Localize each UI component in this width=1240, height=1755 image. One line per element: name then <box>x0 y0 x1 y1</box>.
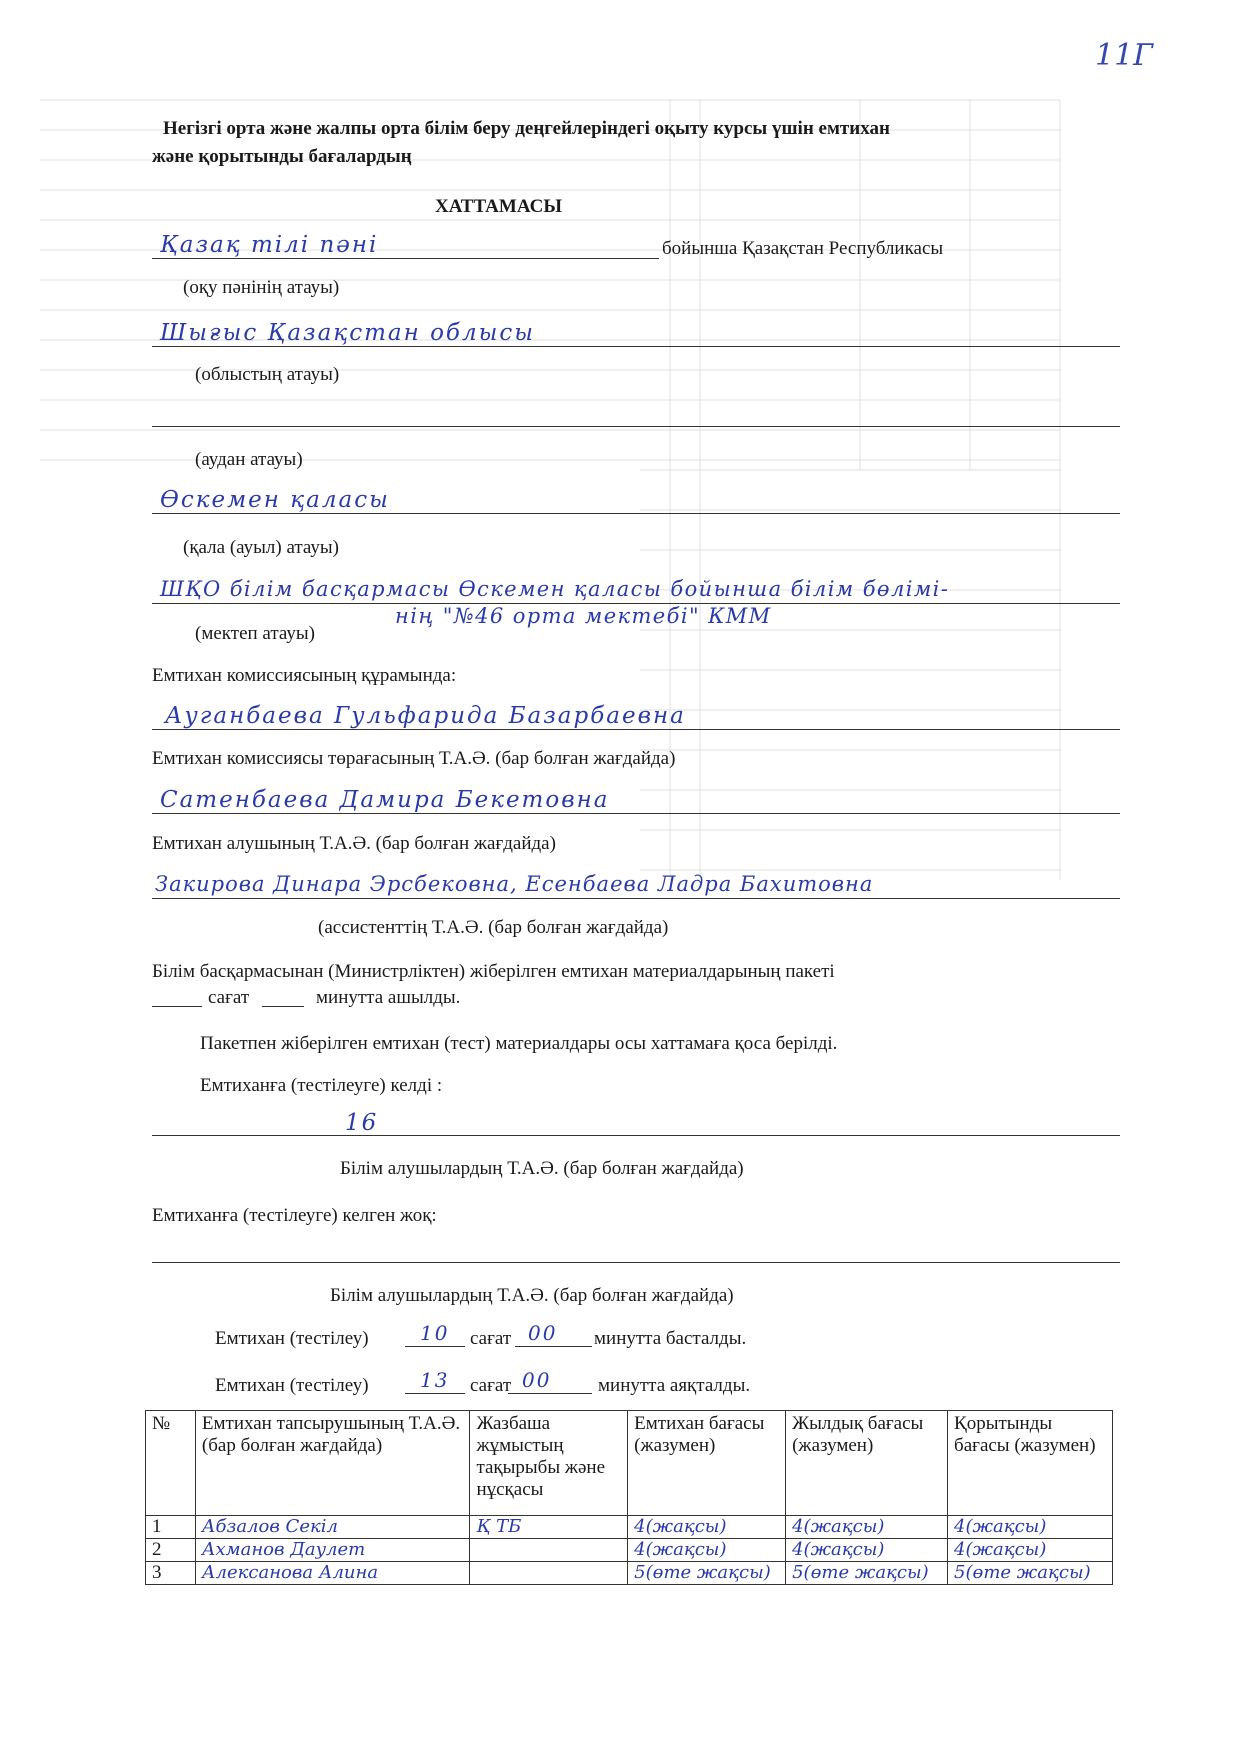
package-minute-word: минутта ашылды. <box>316 987 461 1008</box>
table-row <box>146 1516 1113 1539</box>
subject-caption: (оқу пәнінің атауы) <box>183 277 340 298</box>
exam-grade[interactable]: 4(жақсы) <box>628 1516 786 1539</box>
header-number: № <box>146 1411 196 1516</box>
examiner-caption: Емтихан алушының Т.А.Ә. (бар болған жағдайда) <box>152 833 556 854</box>
start-hour[interactable]: 10 <box>420 1321 450 1345</box>
attended-underline <box>152 1135 1120 1136</box>
absent-caption: Білім алушылардың Т.А.Ә. (бар болған жағдайда) <box>330 1285 734 1306</box>
end-prefix: Емтихан (тестілеу) <box>215 1375 369 1396</box>
commission-label: Емтихан комиссиясының құрамында: <box>152 665 457 686</box>
header-annual-grade: Жылдық бағасы (жазумен) <box>786 1411 948 1516</box>
city-caption: (қала (ауыл) атауы) <box>183 537 339 558</box>
row-number: 3 <box>146 1562 196 1585</box>
region-caption: (облыстың атауы) <box>195 364 340 385</box>
package-sent-text: Пакетпен жіберілген емтихан (тест) материалдары осы хаттамаға қоса берілді. <box>200 1033 838 1054</box>
topic-cell[interactable]: Қ ТБ <box>470 1516 628 1539</box>
package-hour-word: сағат <box>208 987 250 1008</box>
city-underline <box>152 513 1120 514</box>
page-number: 11Г <box>1095 38 1154 73</box>
topic-cell[interactable] <box>470 1562 628 1585</box>
start-minute-underline <box>515 1346 592 1347</box>
header-final-grade: Қорытынды бағасы (жазумен) <box>948 1411 1113 1516</box>
final-grade[interactable]: 4(жақсы) <box>948 1516 1113 1539</box>
start-hour-word: сағат <box>470 1328 512 1349</box>
end-minute-underline <box>508 1393 592 1394</box>
package-minute-blank <box>262 1006 304 1007</box>
student-name[interactable]: Алексанова Алина <box>195 1562 470 1585</box>
district-underline <box>152 426 1120 427</box>
city-value[interactable]: Өскемен қаласы <box>160 487 390 513</box>
final-grade[interactable]: 4(жақсы) <box>948 1539 1113 1562</box>
row-number: 1 <box>146 1516 196 1539</box>
header-exam-grade: Емтихан бағасы (жазумен) <box>628 1411 786 1516</box>
subject-value[interactable]: Қазақ тілі пәні <box>160 232 379 258</box>
assistants-underline <box>152 898 1120 899</box>
school-caption: (мектеп атауы) <box>195 623 315 644</box>
examiner-value[interactable]: Сатенбаева Дамира Бекетовна <box>160 787 610 813</box>
assistants-value[interactable]: Закирова Динара Эрсбековна, Есенбаева Ладра Бахитовна <box>155 872 874 896</box>
annual-grade[interactable]: 4(жақсы) <box>786 1539 948 1562</box>
table-header-row <box>146 1411 1113 1516</box>
header-topic: Жазбаша жұмыстың тақырыбы және нұсқасы <box>470 1411 628 1516</box>
attended-label: Емтиханға (тестілеуге) келді : <box>200 1075 443 1096</box>
region-underline <box>152 346 1120 347</box>
district-caption: (аудан атауы) <box>195 449 303 470</box>
package-hour-blank <box>152 1006 202 1007</box>
school-value-line-2[interactable]: нің "№46 орта мектебі" КММ <box>395 604 772 628</box>
end-hour-underline <box>405 1393 465 1394</box>
results-table <box>145 1410 1113 1585</box>
absent-underline <box>152 1262 1120 1263</box>
examiner-underline <box>152 813 1120 814</box>
annual-grade[interactable]: 5(өте жақсы) <box>786 1562 948 1585</box>
row-number: 2 <box>146 1539 196 1562</box>
document-heading: ХАТТАМАСЫ <box>435 196 562 217</box>
subject-suffix: бойынша Қазақстан Республикасы <box>662 238 944 259</box>
end-hour[interactable]: 13 <box>420 1368 450 1392</box>
title-line-1: Негізгі орта және жалпы орта білім беру деңгейлеріндегі оқыту курсы үшін емтихан <box>163 118 890 139</box>
start-prefix: Емтихан (тестілеу) <box>215 1328 369 1349</box>
attended-value[interactable]: 16 <box>345 1110 379 1136</box>
header-student-name: Емтихан тапсырушының Т.А.Ә. (бар болған жағдайда) <box>195 1411 470 1516</box>
annual-grade[interactable]: 4(жақсы) <box>786 1516 948 1539</box>
subject-underline <box>152 258 659 259</box>
table-row <box>146 1539 1113 1562</box>
table-row <box>146 1562 1113 1585</box>
end-hour-word: сағат <box>470 1375 512 1396</box>
attended-caption: Білім алушылардың Т.А.Ә. (бар болған жағдайда) <box>340 1158 744 1179</box>
absent-label: Емтиханға (тестілеуге) келген жоқ: <box>152 1205 437 1226</box>
end-suffix: минутта аяқталды. <box>598 1375 751 1396</box>
chairman-underline <box>152 729 1120 730</box>
start-minute[interactable]: 00 <box>528 1321 558 1345</box>
package-text-line-1: Білім басқармасынан (Министрліктен) жіберілген емтихан материалдарының пакеті <box>152 961 835 982</box>
exam-grade[interactable]: 5(өте жақсы) <box>628 1562 786 1585</box>
start-hour-underline <box>405 1346 465 1347</box>
exam-grade[interactable]: 4(жақсы) <box>628 1539 786 1562</box>
student-name[interactable]: Абзалов Секіл <box>195 1516 470 1539</box>
chairman-caption: Емтихан комиссиясы төрағасының Т.А.Ә. (бар болған жағдайда) <box>152 748 676 769</box>
topic-cell[interactable] <box>470 1539 628 1562</box>
start-suffix: минутта басталды. <box>594 1328 747 1349</box>
title-line-2: және қорытынды бағалардың <box>152 146 412 167</box>
school-value-line-1[interactable]: ШҚО білім басқармасы Өскемен қаласы бойынша білім бөлімі- <box>160 577 950 601</box>
assistants-caption: (ассистенттің Т.А.Ә. (бар болған жағдайда) <box>318 917 669 938</box>
final-grade[interactable]: 5(өте жақсы) <box>948 1562 1113 1585</box>
chairman-value[interactable]: Ауганбаева Гульфарида Базарбаевна <box>165 703 686 729</box>
student-name[interactable]: Ахманов Даулет <box>195 1539 470 1562</box>
end-minute[interactable]: 00 <box>522 1368 552 1392</box>
region-value[interactable]: Шығыс Қазақстан облысы <box>160 320 535 346</box>
